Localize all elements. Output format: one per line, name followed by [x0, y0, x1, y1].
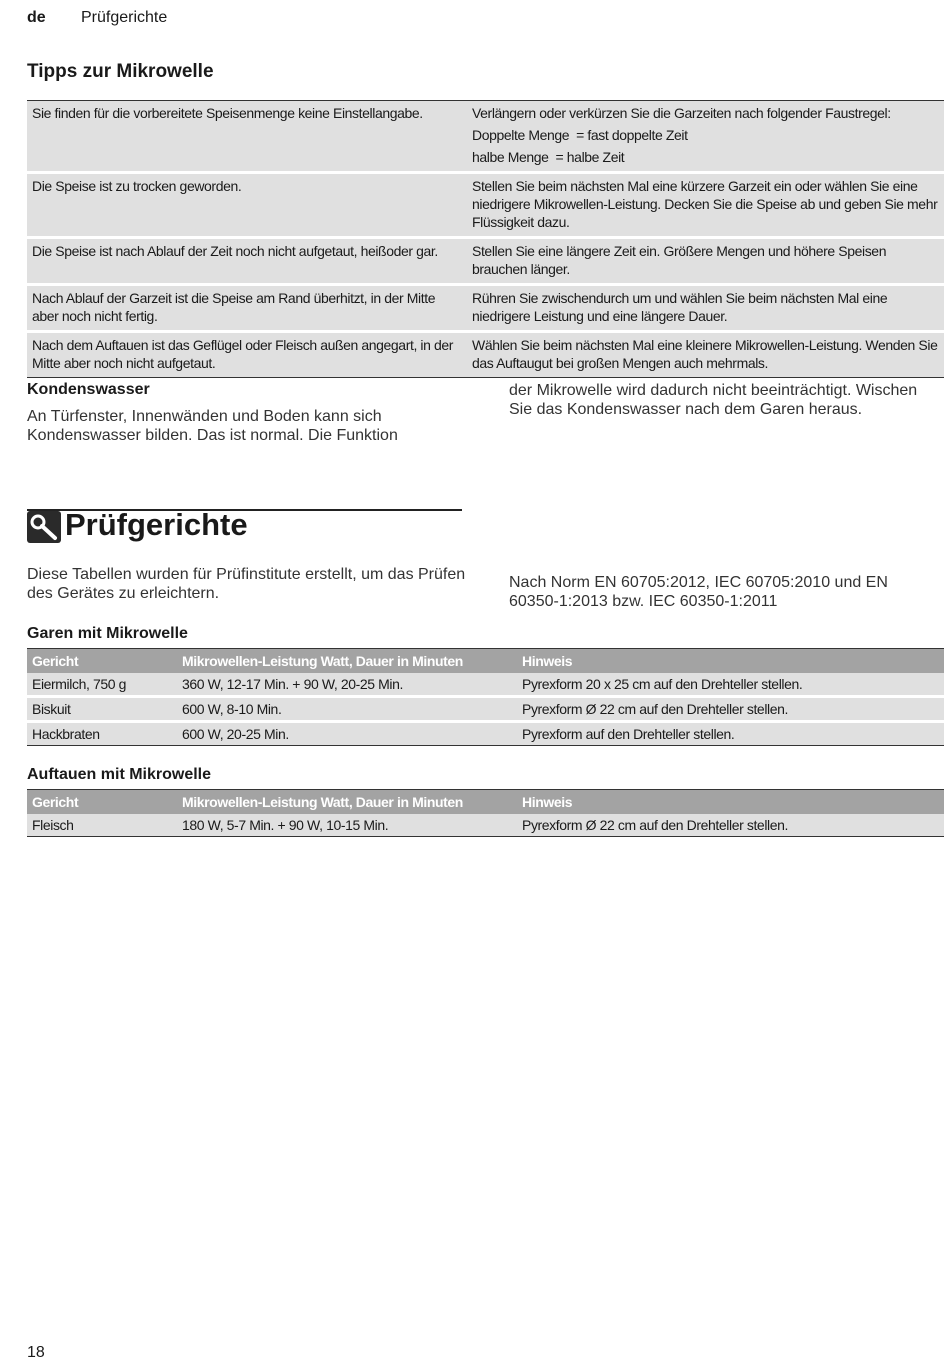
kondens-title: Kondenswasser: [27, 381, 150, 398]
table-row: [27, 238, 944, 285]
solution-cell: [467, 101, 944, 173]
column-header: Hinweis: [517, 790, 944, 815]
solution-cell: Stellen Sie beim nächsten Mal eine kürzere Garzeit ein oder wählen Sie eine niedrigere Mikrowellen-Leistung. Decken Sie die Speise ab und geben Sie mehr Flüssigkeit dazu.: [467, 173, 944, 238]
table-cell: Fleisch: [27, 814, 177, 837]
column-header: Mikrowellen-Leistung Watt, Dauer in Minuten: [177, 649, 517, 674]
kondens-text-right: der Mikrowelle wird dadurch nicht beeinträchtigt. Wischen Sie das Kondenswasser nach dem Garen heraus.: [509, 382, 918, 418]
table-cell: Biskuit: [27, 697, 177, 722]
table-header-row: [27, 790, 944, 815]
garen-title: Garen mit Mikrowelle: [27, 625, 188, 642]
table-cell: Hackbraten: [27, 722, 177, 746]
table-row: [27, 285, 944, 332]
auftauen-title: Auftauen mit Mikrowelle: [27, 766, 212, 783]
solution-line: Verlängern oder verkürzen Sie die Garzeiten nach folgender Faustregel:: [472, 105, 891, 121]
kondens-text-left: An Türfenster, Innenwänden und Boden kann sich Kondenswasser bilden. Das ist normal. Die Funktion: [27, 408, 398, 444]
auftauen-table: [27, 789, 944, 837]
solution-cell: Rühren Sie zwischendurch um und wählen Sie beim nächsten Mal eine niedrigere Leistung und eine längere Dauer.: [467, 285, 944, 332]
table-cell: 360 W, 12-17 Min. + 90 W, 20-25 Min.: [177, 673, 517, 697]
table-row: [27, 814, 944, 837]
table-row: [27, 173, 944, 238]
intro-text-right: Nach Norm EN 60705:2012, IEC 60705:2010 und EN 60350-1:2013 bzw. IEC 60350-1:2011: [509, 574, 888, 610]
table-cell: Pyrexform 20 x 25 cm auf den Drehteller stellen.: [517, 673, 944, 697]
solution-cell: Wählen Sie beim nächsten Mal eine kleinere Mikrowellen-Leistung. Wenden Sie das Auftaugut bei großen Mengen auch mehrmals.: [467, 332, 944, 378]
garen-table: [27, 648, 944, 746]
test-probe-icon: [27, 511, 61, 543]
intro-text-left: Diese Tabellen wurden für Prüfinstitute erstellt, um das Prüfen des Gerätes zu erleichtern.: [27, 566, 466, 602]
problem-cell: Die Speise ist zu trocken geworden.: [27, 173, 467, 238]
table-row: [27, 673, 944, 697]
table-cell: 180 W, 5-7 Min. + 90 W, 10-15 Min.: [177, 814, 517, 837]
table-cell: 600 W, 20-25 Min.: [177, 722, 517, 746]
problem-cell: Die Speise ist nach Ablauf der Zeit noch nicht aufgetaut, heißoder gar.: [27, 238, 467, 285]
table-header-row: [27, 649, 944, 674]
column-header: Hinweis: [517, 649, 944, 674]
column-header: Mikrowellen-Leistung Watt, Dauer in Minuten: [177, 790, 517, 815]
column-header: Gericht: [27, 649, 177, 674]
table-cell: Pyrexform Ø 22 cm auf den Drehteller stellen.: [517, 814, 944, 837]
problem-cell: Sie finden für die vorbereitete Speisenmenge keine Einstellangabe.: [27, 101, 467, 173]
table-row: [27, 332, 944, 378]
table-row: [27, 101, 944, 173]
table-cell: 600 W, 8-10 Min.: [177, 697, 517, 722]
language-code: de: [27, 9, 46, 26]
solution-cell: Stellen Sie eine längere Zeit ein. Größere Mengen und höhere Speisen brauchen länger.: [467, 238, 944, 285]
tips-title: Tipps zur Mikrowelle: [27, 61, 214, 82]
problem-cell: Nach dem Auftauen ist das Geflügel oder Fleisch außen angegart, in der Mitte aber noch nicht aufgetaut.: [27, 332, 467, 378]
table-row: [27, 722, 944, 746]
table-cell: Pyrexform auf den Drehteller stellen.: [517, 722, 944, 746]
page-number: 18: [27, 1344, 45, 1361]
solution-line: halbe Menge = halbe Zeit: [472, 149, 625, 165]
problem-cell: Nach Ablauf der Garzeit ist die Speise am Rand überhitzt, in der Mitte aber noch nicht fertig.: [27, 285, 467, 332]
running-header: Prüfgerichte: [81, 9, 168, 26]
solution-line: Doppelte Menge = fast doppelte Zeit: [472, 127, 688, 143]
table-row: [27, 697, 944, 722]
test-probe-icon-glyph: [27, 511, 61, 543]
table-cell: Pyrexform Ø 22 cm auf den Drehteller stellen.: [517, 697, 944, 722]
page-title: Prüfgerichte: [65, 507, 248, 542]
column-header: Gericht: [27, 790, 177, 815]
tips-table: [27, 100, 944, 378]
table-cell: Eiermilch, 750 g: [27, 673, 177, 697]
